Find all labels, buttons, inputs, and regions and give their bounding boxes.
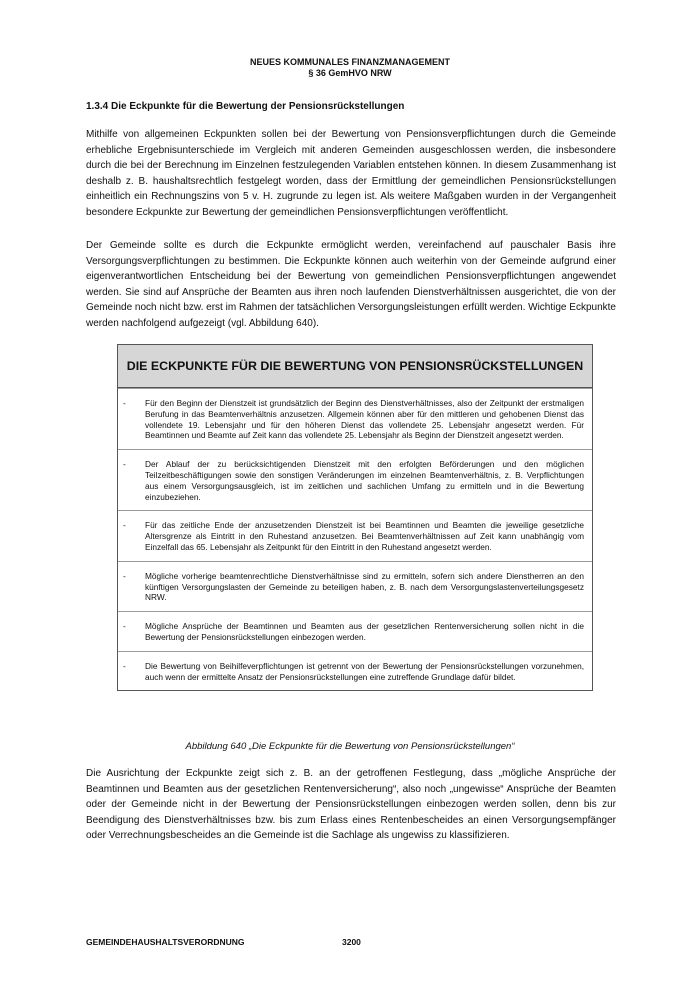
table-row <box>118 611 592 651</box>
table-row <box>118 651 592 691</box>
bullet-dash: - <box>123 570 126 581</box>
table-row <box>118 449 592 510</box>
footer-title: GEMEINDEHAUSHALTSVERORDNUNG <box>86 937 245 947</box>
row-text: Der Ablauf der zu berücksichtigenden Dienstzeit mit den erfolgten Beförderungen und den möglichen Teilzeitbeschäftigungen sowie den sonstigen Veränderungen im einzelnen Beamtenverhältnis, z. B. Verpflichtungen aus einem Versorgungsausgleich, ist im zeitlichen und sachlichen Umfang zu ermitteln und in die Bewertung einzubeziehen. <box>145 459 584 502</box>
paragraph: Der Gemeinde sollte es durch die Eckpunkte ermöglicht werden, vereinfachend auf pauschaler Basis ihre Versorgungsverpflichtungen zu bestimmen. Die Eckpunkte können auch weiterhin von der Gemeinde aufgrund einer eigenverantwortlichen Entscheidung bei der Bewertung von gemeindlichen Pensionsverpflichtungen angewendet werden. Sie sind auf Ansprüche der Beamten aus ihren noch laufenden Dienstverhältnissen ausgerichtet, die von der Gemeinde noch nicht bzw. erst im Rahmen der tatsächlichen Versorgungsleistungen erfüllt werden. Wichtige Eckpunkte werden nachfolgend aufgezeigt (vgl. Abbildung 640). <box>86 240 616 329</box>
bullet-dash: - <box>123 398 126 408</box>
row-text: Mögliche Ansprüche der Beamtinnen und Beamten aus der gesetzlichen Rentenversicherung sollen nicht in die Bewertung der Pensionsrückstellungen einbezogen werden. <box>145 621 584 642</box>
paragraph: Die Ausrichtung der Eckpunkte zeigt sich z. B. an der getroffenen Festlegung, dass „mögliche Ansprüche der Beamtinnen und Beamten aus der gesetzlichen Rentenversicherung“, also noch „ungewisse“ Ansprüche der Beamten oder der Gemeinde nicht in der Bewertung der Pensionsrückstellungen einbezogen werden sollen, denn bis zur Beendigung des Dienstverhältnisses bzw. bis zum Erlass eines Rentenbescheides an einen Versorgungsempfänger oder Verrechnungsbescheides an die Gemeinde ist die Sachlage als ungewiss zu klassifizieren. <box>86 768 616 842</box>
bullet-dash: - <box>123 660 126 671</box>
bullet-dash: - <box>123 459 126 470</box>
section-heading: 1.3.4 Die Eckpunkte für die Bewertung der Pensionsrückstellungen <box>86 101 405 112</box>
table-row <box>118 510 592 560</box>
eckpunkte-table <box>117 344 593 691</box>
table-row <box>118 561 592 611</box>
row-text: Die Bewertung von Beihilfeverpflichtungen ist getrennt von der Bewertung der Pensionsrückstellungen vorzunehmen, auch wenn der ermittelte Ansatz der Pensionsrückstellungen eine zutreffende Grundlage dafür bildet. <box>145 660 584 682</box>
page-number: 3200 <box>342 937 361 947</box>
row-text: Für das zeitliche Ende der anzusetzenden Dienstzeit ist bei Beamtinnen und Beamten die jeweilige gesetzliche Altersgrenze als Eintritt in den Ruhestand anzusetzen. Bei Beamtenverhältnissen auf Zeit kann unabhängig vom Einzelfall das 65. Lebensjahr als Zeitpunkt für den Eintritt in den Ruhestand angesetzt werden. <box>145 520 584 552</box>
header-title: NEUES KOMMUNALES FINANZMANAGEMENT <box>250 57 450 67</box>
row-text: Mögliche vorherige beamtenrechtliche Dienstverhältnisse sind zu ermitteln, sofern sich andere Dienstherren an den künftigen Versorgungslasten der Gemeinde zu beteiligen haben, z. B. nach dem Versorgungslastenverteilungsgesetz NRW. <box>145 570 584 603</box>
figure-caption: Abbildung 640 „Die Eckpunkte für die Bewertung von Pensionsrückstellungen“ <box>185 741 515 752</box>
table-title: DIE ECKPUNKTE FÜR DIE BEWERTUNG VON PENSIONSRÜCKSTELLUNGEN <box>118 345 592 388</box>
paragraph: Mithilfe von allgemeinen Eckpunkten sollen bei der Bewertung von Pensionsverpflichtungen durch die Gemeinde erhebliche Ergebnisunterschiede im Vergleich mit anderen Gemeinden ausgeschlossen werden, die insbesondere durch die bei der Berechnung im Einzelnen festzulegenden Variablen entstehen können. In diesem Zusammenhang ist deshalb z. B. haushaltsrechtlich festgelegt worden, dass der Ermittlung der gemeindlichen Pensionsrückstellungen einheitlich ein Rechnungszins von 5 v. H. zugrunde zu legen ist. Als weitere Maßgaben wurden in der Vergangenheit besondere Eckpunkte zur Bewertung der gemeindlichen Pensionsverpflichtungen veröffentlicht. <box>86 129 616 218</box>
header-subtitle: § 36 GemHVO NRW <box>308 68 392 78</box>
bullet-dash: - <box>123 520 126 531</box>
table-row <box>118 388 592 449</box>
bullet-dash: - <box>123 621 126 632</box>
row-text: Für den Beginn der Dienstzeit ist grundsätzlich der Beginn des Dienstverhältnisses, also der Zeitpunkt der erstmaligen Berufung in das Beamtenverhältnis anzusetzen. Allgemein können aber für den mittleren und gehobenen Dienst das vollendete 19. Lebensjahr und für den höheren Dienst das vollendete 25. Lebensjahr angesetzt werden. Für Beamtinnen und Beamte auf Zeit kann das vollendete 25. Lebensjahr als Beginn der Dienstzeit angesetzt werden. <box>145 398 584 441</box>
page-header <box>0 57 700 79</box>
